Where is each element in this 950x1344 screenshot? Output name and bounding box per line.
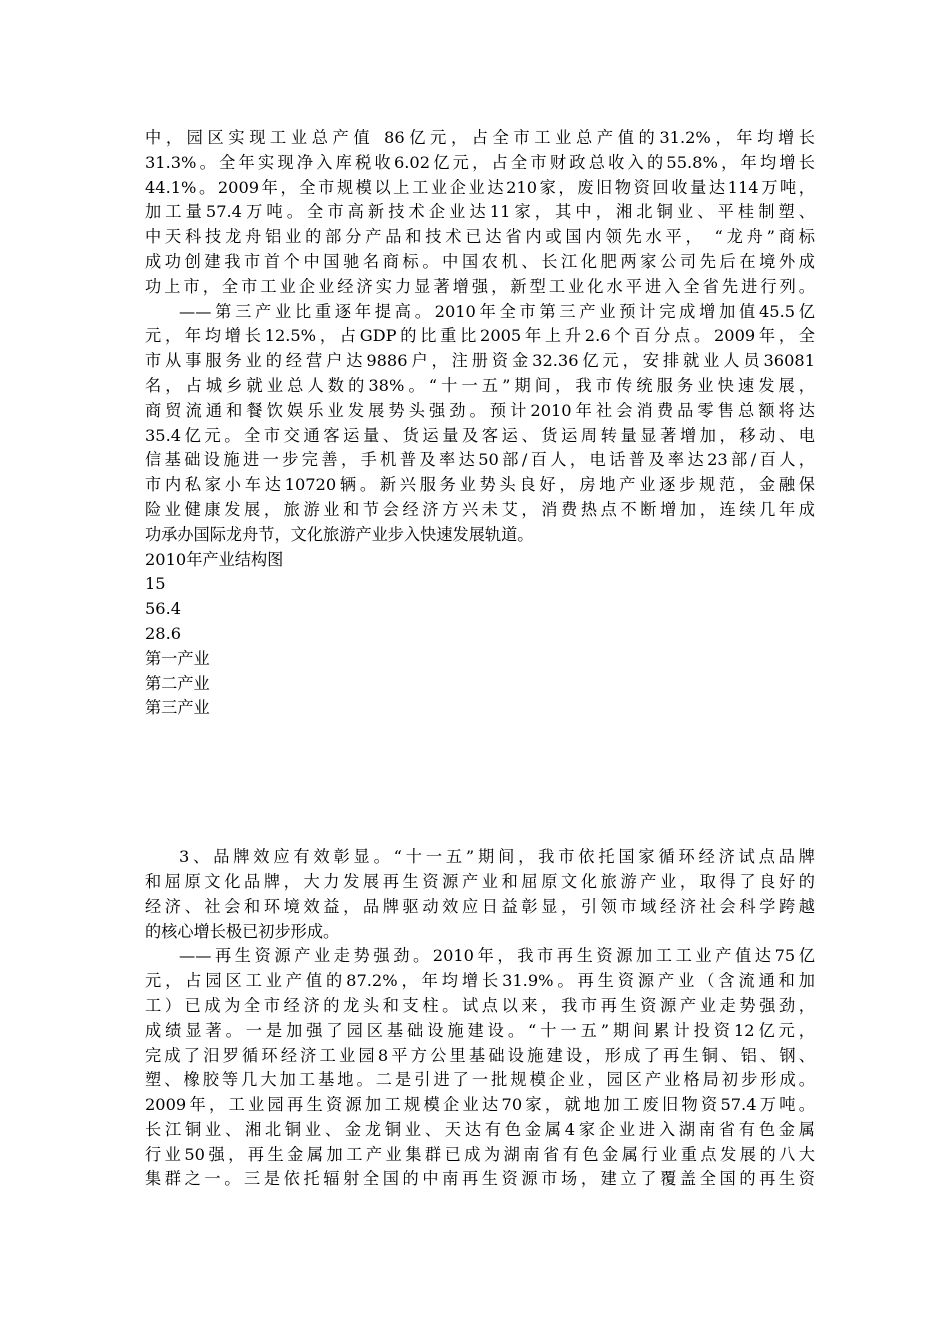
paragraph-renewable-resources: [145, 944, 815, 1192]
text-line: 中，园区实现工业总产值 86亿元，占全市工业总产值的31.2%，年均增长: [145, 128, 815, 147]
blank-space: [145, 721, 815, 845]
paragraph-tertiary-industry: [145, 300, 815, 548]
text-line: 市从事服务业的经营户达9886户，注册资金32.36亿元，安排就业人员36081: [145, 351, 815, 371]
text-line: 的核心增长极已初步形成。: [145, 921, 340, 941]
text-line: ——再生资源产业走势强劲。2010年，我市再生资源加工工业产值达75亿: [179, 946, 815, 966]
text-line: 险业健康发展，旅游业和节会经济方兴未艾，消费热点不断增加，连续几年成: [145, 499, 815, 519]
paragraph-brand-effect: [145, 845, 815, 944]
text-line: 元，年均增长12.5%，占GDP的比重比2005年上升2.6个百分点。2009年，全: [145, 326, 815, 346]
text-line: 完成了汨罗循环经济工业园8平方公里基础设施建设，形成了再生铜、铝、钢、: [145, 1045, 815, 1065]
text-line: 31.3%。全年实现净入库税收6.02亿元，占全市财政总收入的55.8%，年均增长: [145, 152, 815, 172]
chart-value-primary: 15: [145, 574, 166, 594]
chart-value-tertiary: 28.6: [145, 623, 182, 643]
text-line: 集群之一。三是依托辐射全国的中南再生资源市场，建立了覆盖全国的再生资: [145, 1169, 815, 1189]
chart-legend-secondary: 第二产业: [145, 673, 210, 693]
text-line: 工）已成为全市经济的龙头和支柱。试点以来，我市再生资源产业走势强劲，: [145, 995, 815, 1015]
text-line: 功上市，全市工业企业经济实力显著增强，新型工业化水平进入全省先进行列。: [145, 276, 815, 296]
text-line: 塑、橡胶等几大加工基地。二是引进了一批规模企业，园区产业格局初步形成。: [145, 1070, 815, 1090]
text-line: 3、品牌效应有效彰显。“十一五”期间，我市依托国家循环经济试点品牌: [179, 847, 815, 867]
text-line: ——第三产业比重逐年提高。2010年全市第三产业预计完成增加值45.5亿: [179, 301, 815, 321]
chart-title: 2010年产业结构图: [145, 549, 284, 569]
text-line: 信基础设施进一步完善，手机普及率达50部/百人，电话普及率达23部/百人，: [145, 450, 815, 470]
text-line: 中天科技龙舟铝业的部分产品和技术已达省内或国内领先水平， “龙舟”商标: [145, 227, 815, 247]
text-line: 市内私家小车达10720辆。新兴服务业势头良好，房地产业逐步规范，金融保: [145, 475, 815, 495]
text-line: 功承办国际龙舟节，文化旅游产业步入快速发展轨道。: [145, 524, 534, 544]
text-line: 加工量57.4万吨。全市高新技术企业达11家，其中，湘北铜业、平桂制塑、: [145, 202, 815, 222]
text-line: 长江铜业、湘北铜业、金龙铜业、天达有色金属4家企业进入湖南省有色金属: [145, 1119, 815, 1139]
text-line: 44.1%。2009年，全市规模以上工业企业达210家，废旧物资回收量达114万吨，: [145, 177, 815, 197]
text-line: 2009年，工业园再生资源加工规模企业达70家，就地加工废旧物资57.4万吨。: [145, 1095, 815, 1115]
text-line: 经济、社会和环境效益，品牌驱动效应日益彰显，引领市域经济社会科学跨越: [145, 896, 815, 916]
text-line: 35.4亿元。全市交通客运量、货运量及客运、货运周转量显著增加，移动、电: [145, 425, 815, 445]
text-line: 成绩显著。一是加强了园区基础设施建设。“十一五”期间累计投资12亿元，: [145, 1020, 815, 1040]
document-page: [145, 126, 815, 1192]
text-line: 成功创建我市首个中国驰名商标。中国农机、长江化肥两家公司先后在境外成: [145, 251, 815, 271]
text-line: 行业50强，再生金属加工产业集群已成为湖南省有色金属行业重点发展的八大: [145, 1144, 815, 1164]
text-line: 和屈原文化品牌，大力发展再生资源产业和屈原文化旅游产业，取得了良好的: [145, 871, 815, 891]
text-line: 商贸流通和餐饮娱乐业发展势头强劲。预计2010年社会消费品零售总额将达: [145, 400, 815, 420]
text-line: 名，占城乡就业总人数的38%。“十一五”期间，我市传统服务业快速发展，: [145, 375, 815, 395]
chart-legend-primary: 第一产业: [145, 648, 210, 668]
text-line: 元，占园区工业产值的87.2%，年均增长31.9%。再生资源产业（含流通和加: [145, 971, 815, 991]
chart-value-secondary: 56.4: [145, 599, 182, 619]
paragraph-industry: [145, 126, 815, 300]
chart-legend-tertiary: 第三产业: [145, 698, 210, 718]
industry-structure-chart-text: [145, 548, 815, 722]
